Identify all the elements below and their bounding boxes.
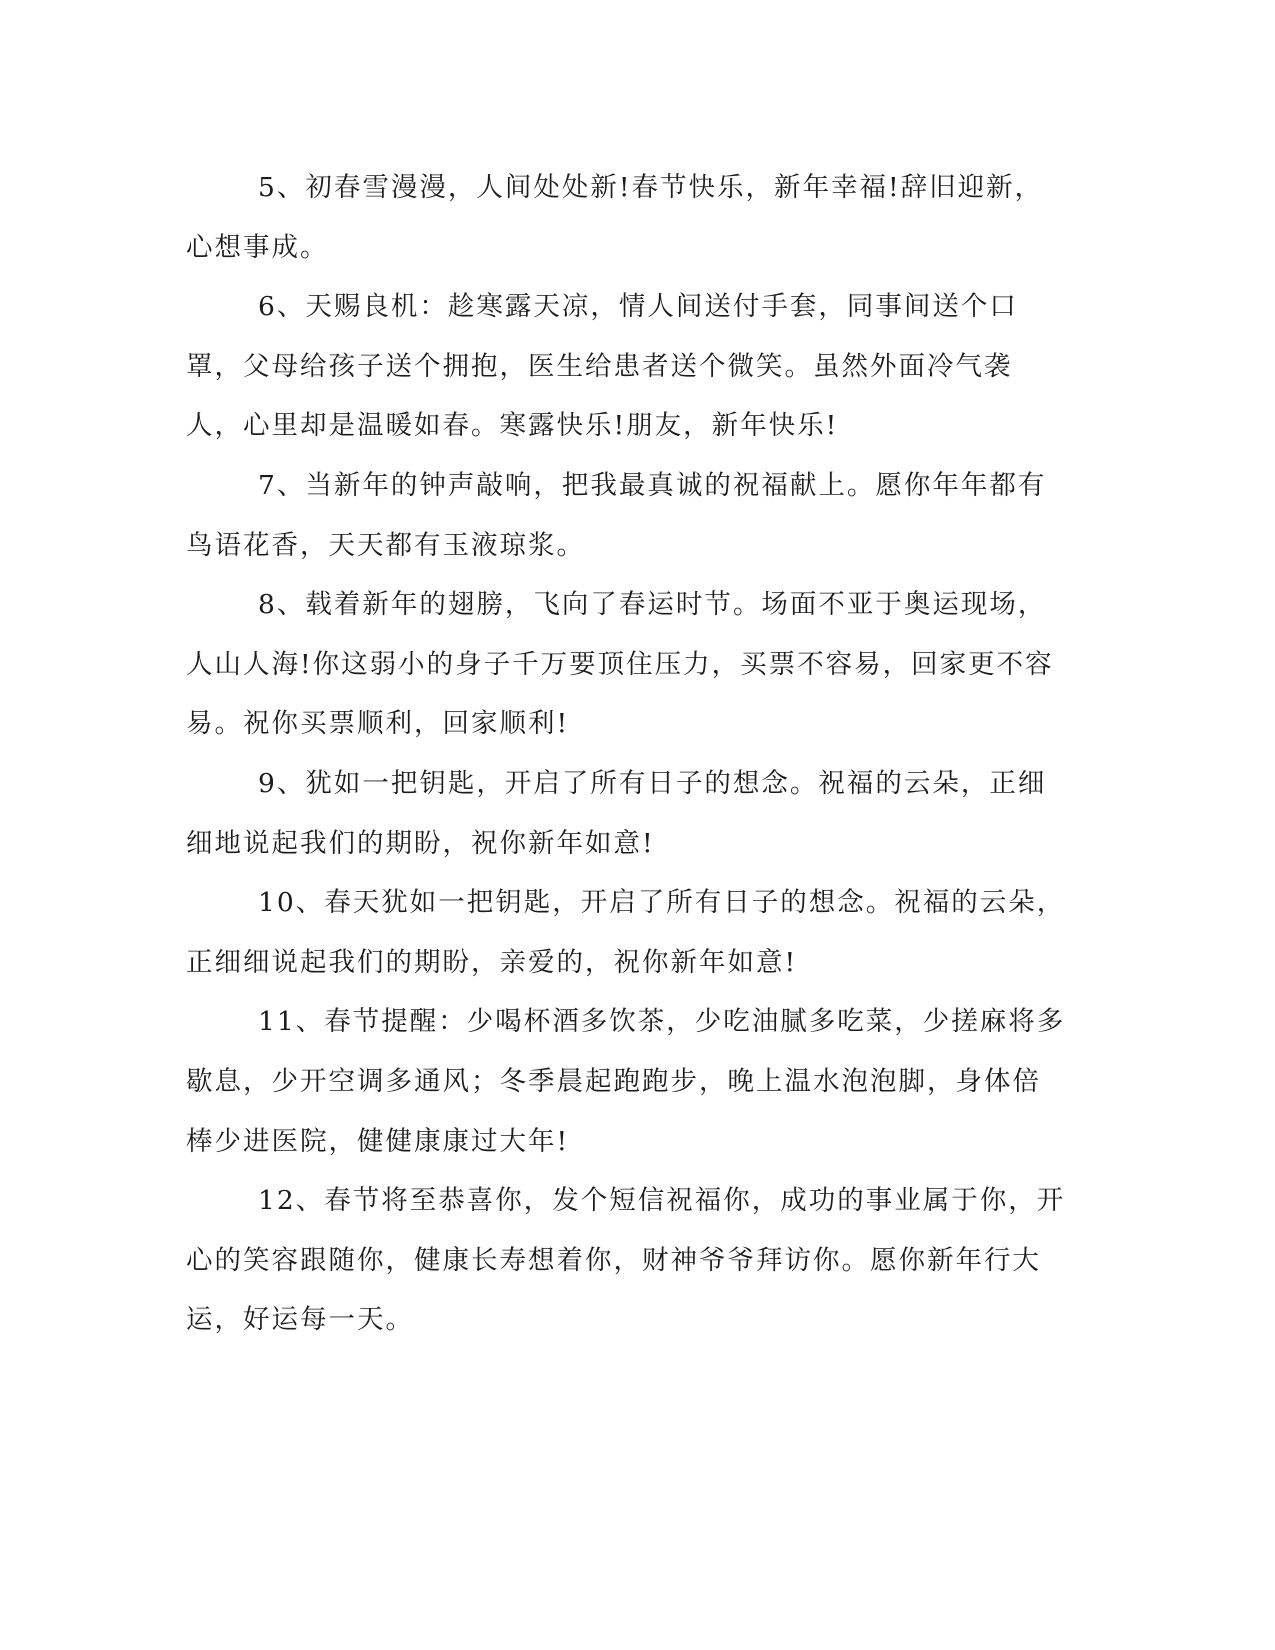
paragraph-10: 10、春天犹如一把钥匙，开启了所有日子的想念。祝福的云朵，正细细说起我们的期盼，亲爱的，祝你新年如意! <box>186 887 1066 978</box>
document-body <box>186 158 1066 1350</box>
paragraph-11: 11、春节提醒：少喝杯酒多饮茶，少吃油腻多吃菜，少搓麻将多歇息，少开空调多通风；冬季晨起跑跑步，晚上温水泡泡脚，身体倍棒少进医院，健健康康过大年! <box>186 1006 1066 1157</box>
paragraph-6: 6、天赐良机：趁寒露天凉，情人间送付手套，同事间送个口罩，父母给孩子送个拥抱，医生给患者送个微笑。虽然外面冷气袭人，心里却是温暖如春。寒露快乐!朋友，新年快乐! <box>186 291 1018 442</box>
paragraph-7: 7、当新年的钟声敲响，把我最真诚的祝福献上。愿你年年都有鸟语花香，天天都有玉液琼浆。 <box>186 469 1047 561</box>
paragraph-5: 5、初春雪漫漫，人间处处新!春节快乐，新年幸福!辞旧迎新，心想事成。 <box>186 172 1044 263</box>
paragraph-9: 9、犹如一把钥匙，开启了所有日子的想念。祝福的云朵，正细细地说起我们的期盼，祝你新年如意! <box>186 767 1047 859</box>
paragraph-12: 12、春节将至恭喜你，发个短信祝福你，成功的事业属于你，开心的笑容跟随你，健康长寿想着你，财神爷爷拜访你。愿你新年行大运，好运每一天。 <box>186 1185 1066 1336</box>
paragraph-8: 8、载着新年的翅膀，飞向了春运时节。场面不亚于奥运现场，人山人海!你这弱小的身子千万要顶住压力，买票不容易，回家更不容易。祝你买票顺利，回家顺利! <box>186 589 1054 740</box>
